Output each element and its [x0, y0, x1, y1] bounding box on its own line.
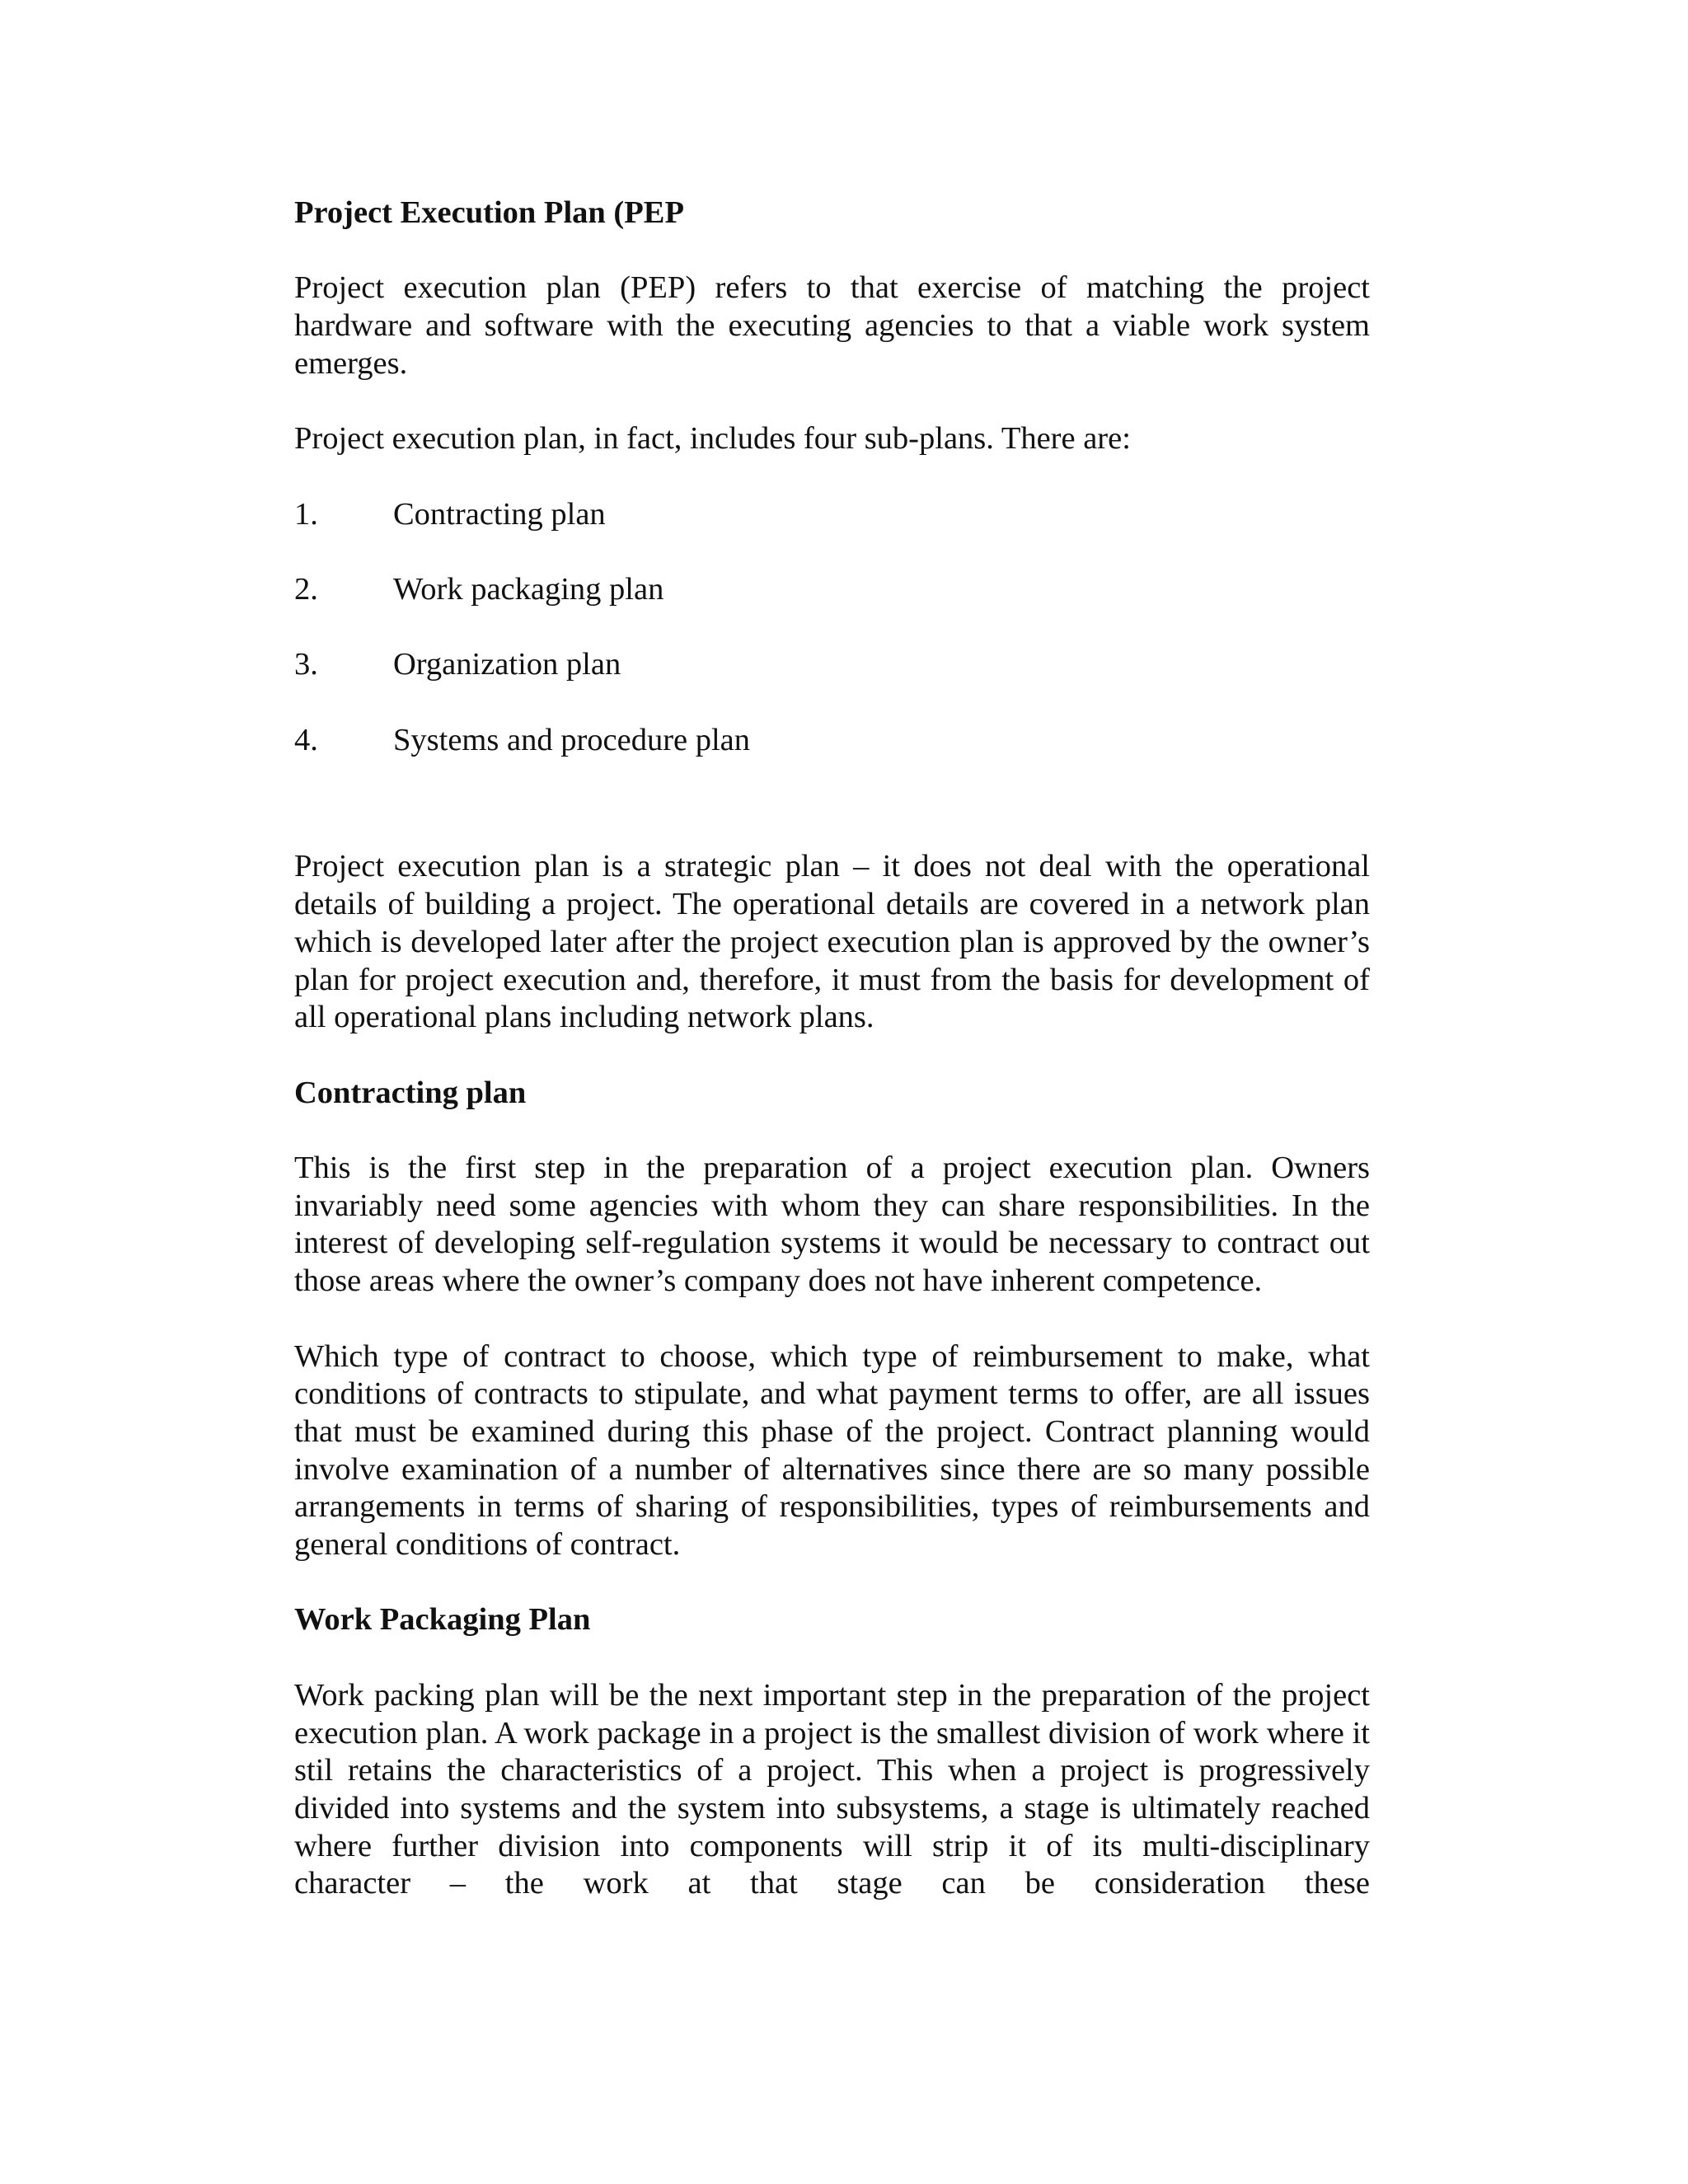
spacer — [294, 232, 1370, 270]
subplan-list-item — [294, 571, 1370, 609]
spacer — [294, 609, 1370, 647]
subplan-number: 2. — [294, 571, 318, 607]
subplan-number: 4. — [294, 722, 318, 757]
subplan-number: 3. — [294, 647, 318, 682]
document-body — [294, 194, 1370, 1903]
subplan-list-item — [294, 646, 1370, 684]
spacer — [294, 759, 1370, 848]
spacer — [294, 458, 1370, 496]
subplan-list-item — [294, 496, 1370, 534]
strategic-paragraph: Project execution plan is a strategic plan – it does not deal with the operational details of building a project. The operational details are covered in a network plan which is developed later after the project execution plan is approved by the owner’s plan for project execution and, therefore, it must from the basis for development of all operational plans including network plans. — [294, 849, 1370, 1035]
contracting-paragraph-2: Which type of contract to choose, which type of reimbursement to make, what conditions of contracts to stipulate, and what payment terms to offer, are all issues that must be examined during this phase of the project. Contract planning would involve examination of a number of alternatives since there are so many possible arrangements in terms of sharing of responsibilities, types of reimbursements and general conditions of contract. — [294, 1338, 1370, 1563]
subplan-number: 1. — [294, 496, 318, 532]
subplan-label: Contracting plan — [393, 496, 606, 532]
intro-paragraph: Project execution plan (PEP) refers to that exercise of matching the project hardware and software with the executing agencies to that a viable work system emerges. — [294, 270, 1370, 381]
spacer — [294, 1037, 1370, 1075]
spacer — [294, 533, 1370, 571]
subplan-label: Systems and procedure plan — [393, 722, 751, 757]
subplan-label: Organization plan — [393, 647, 621, 682]
document-title: Project Execution Plan (PEP — [294, 195, 684, 230]
contracting-heading: Contracting plan — [294, 1075, 527, 1110]
spacer — [294, 1564, 1370, 1602]
contracting-paragraph-1: This is the first step in the preparation of a project execution plan. Owners invariably need some agencies with whom they can share responsibilities. In the interest of developing self-regulation systems it would be necessary to contract out those areas where the owner’s company does not have inherent competence. — [294, 1151, 1370, 1299]
spacer — [294, 1639, 1370, 1677]
spacer — [294, 383, 1370, 421]
spacer — [294, 684, 1370, 722]
subplan-label: Work packaging plan — [393, 571, 664, 607]
subplan-list-item — [294, 722, 1370, 760]
spacer — [294, 1112, 1370, 1150]
work-packaging-paragraph-1: Work packing plan will be the next important step in the preparation of the project execution plan. A work package in a project is the smallest division of work where it stil retains the characteristics of a project. This when a project is progressively divided into systems and the system into subsystems, a stage is ultimately reached where further division into components will strip it of its multi-disciplinary character – the work at that stage can be consideration these — [294, 1677, 1370, 1901]
work-packaging-heading: Work Packaging Plan — [294, 1602, 591, 1638]
spacer — [294, 1301, 1370, 1338]
subplans-intro: Project execution plan, in fact, includes four sub-plans. There are: — [294, 421, 1131, 457]
